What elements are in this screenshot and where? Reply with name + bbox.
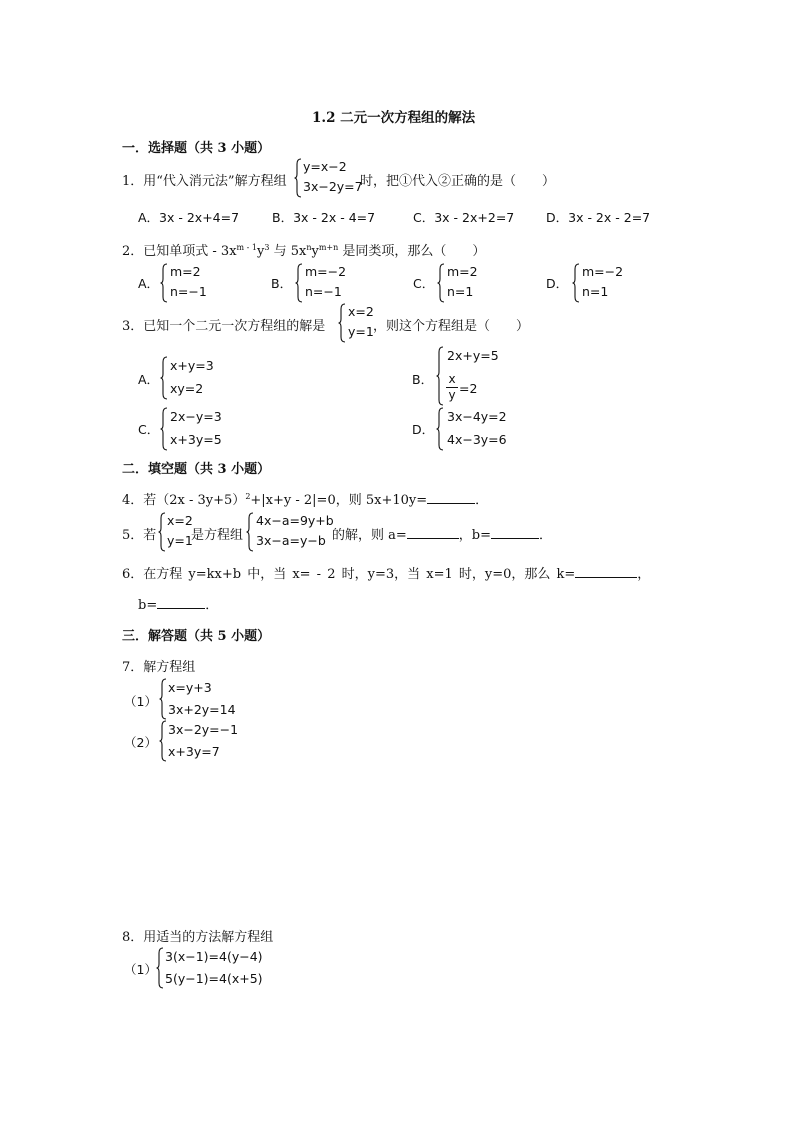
- q3-stem-post: ，则这个方程组是（ ）: [373, 319, 530, 334]
- q2-exponent-1: m - 1: [236, 243, 257, 252]
- brace-icon: [572, 263, 580, 303]
- q3-option-a-system: [160, 356, 240, 400]
- q2-a-eq1: m=2: [170, 264, 201, 279]
- q2-c-eq2: n=1: [447, 284, 474, 299]
- q2-stem: [122, 240, 485, 259]
- q2-b-eq2: n=−1: [305, 284, 342, 299]
- q3-b-frac-num: x: [448, 372, 456, 386]
- q4-stem-end: ．: [475, 493, 489, 508]
- q2-a-eq2: n=−1: [170, 284, 207, 299]
- q7-stem: 7．解方程组: [122, 660, 196, 675]
- q3-option-b-system: [436, 346, 516, 406]
- q2-stem-mid3: y: [311, 244, 319, 259]
- q1-option-c: C．3x - 2x+2=7: [413, 210, 515, 225]
- brace-icon: [294, 158, 302, 198]
- q5-stem-post-text: 的解，则 a=: [332, 528, 407, 543]
- q7-part2-system: [159, 720, 239, 762]
- q2-stem-post: 是同类项，那么（ ）: [338, 244, 486, 259]
- q4-exponent: 2: [245, 492, 251, 501]
- q2-d-eq1: m=−2: [582, 264, 624, 279]
- q3-b-eq1: 2x+y=5: [447, 348, 499, 363]
- q2-option-d-label: D．: [546, 276, 569, 291]
- q3-d-eq1: 3x−4y=2: [447, 409, 507, 424]
- q3-option-c-system: [160, 407, 240, 451]
- q4-stem: [122, 489, 488, 508]
- q2-stem-mid2: 与 5x: [269, 244, 307, 259]
- q5-sys-eq2: 3x−a=y−b: [256, 533, 326, 548]
- q7-2-eq2: x+3y=7: [168, 744, 220, 759]
- q3-option-d-label: D．: [412, 422, 435, 437]
- q3-option-a-label: A．: [138, 372, 160, 387]
- q6-stem-line1: [122, 563, 650, 582]
- q6-stem-comma: ，: [637, 567, 651, 582]
- q5-sys-eq1: 4x−a=9y+b: [256, 513, 334, 528]
- q5-stem-post: [332, 524, 552, 543]
- q3-option-b-label: B．: [412, 372, 434, 387]
- q3-b-frac-den: y: [446, 387, 458, 402]
- brace-icon: [246, 512, 254, 552]
- q8-stem: 8．用适当的方法解方程组: [122, 930, 274, 945]
- q1-sys-eq2: 3x−2y=7: [303, 179, 363, 194]
- q2-c-eq1: m=2: [447, 264, 478, 279]
- q2-stem-mid1: y: [257, 244, 265, 259]
- q5-stem-pre: 5．若: [122, 528, 157, 543]
- brace-icon: [436, 407, 444, 451]
- q4-stem-post: +|x+y - 2|=0，则 5x+10y=: [250, 493, 428, 508]
- q2-option-a-label: A．: [138, 276, 160, 291]
- q8-1-eq1: 3(x−1)=4(y−4): [165, 949, 263, 964]
- q2-option-a-system: [160, 263, 220, 303]
- brace-icon: [338, 303, 346, 343]
- q3-c-eq1: 2x−y=3: [170, 409, 222, 424]
- q7-part1-system: [159, 678, 239, 720]
- q8-part1-system: [156, 947, 286, 989]
- q2-option-d-system: [572, 263, 632, 303]
- q5-stem-b: ，b=: [458, 528, 491, 543]
- q6-stem-text: 6．在方程 y=kx+b 中，当 x= - 2 时，y=3，当 x=1 时，y=0，那么 k=: [122, 567, 576, 582]
- brace-icon: [160, 263, 168, 303]
- q2-option-b-label: B．: [271, 276, 293, 291]
- q6-answer-b-blank[interactable]: [157, 596, 205, 609]
- q3-stem-pre: 3．已知一个二元一次方程组的解是: [122, 319, 326, 334]
- q3-sol-eq2: y=1: [348, 324, 374, 339]
- q5-stem-end: ．: [539, 528, 553, 543]
- brace-icon: [295, 263, 303, 303]
- q7-part2-label: （2）: [124, 735, 157, 750]
- q2-exponent-2: 3: [264, 243, 270, 252]
- q7-1-eq1: x=y+3: [168, 680, 212, 695]
- q2-option-b-system: [295, 263, 355, 303]
- q3-sol-eq1: x=2: [348, 304, 374, 319]
- q7-1-eq2: 3x+2y=14: [168, 702, 236, 717]
- q2-stem-pre: 2．已知单项式 - 3x: [122, 244, 237, 259]
- q2-option-c-label: C．: [413, 276, 435, 291]
- q5-equation-system: [246, 512, 336, 552]
- q2-b-eq1: m=−2: [305, 264, 347, 279]
- brace-icon: [437, 263, 445, 303]
- q1-option-d: D．3x - 2x - 2=7: [546, 210, 651, 225]
- brace-icon: [160, 356, 168, 400]
- q1-stem-pre: 1．用“代入消元法”解方程组: [122, 174, 287, 189]
- q5-sol-eq1: x=2: [167, 513, 193, 528]
- q3-option-c-label: C．: [138, 422, 160, 437]
- q1-option-b: B．3x - 2x - 4=7: [272, 210, 376, 225]
- q5-answer-a-blank[interactable]: [407, 526, 459, 539]
- q3-option-d-system: [436, 407, 526, 451]
- q2-d-eq2: n=1: [582, 284, 609, 299]
- brace-icon: [159, 720, 167, 762]
- q4-answer-blank[interactable]: [427, 491, 475, 504]
- q1-stem-post: 时，把①代入②正确的是（ ）: [360, 174, 556, 189]
- q5-sol-eq2: y=1: [167, 533, 193, 548]
- brace-icon: [156, 947, 164, 989]
- q8-part1-label: （1）: [124, 962, 157, 977]
- q2-exponent-3: n: [306, 243, 312, 252]
- q1-sys-eq1: y=x−2: [303, 159, 347, 174]
- q3-a-eq2: xy=2: [170, 381, 204, 396]
- section-heading-solve: 三．解答题（共 5 小题）: [122, 629, 271, 644]
- q1-option-a: A．3x - 2x+4=7: [138, 210, 240, 225]
- q7-2-eq1: 3x−2y=−1: [168, 722, 239, 737]
- q1-equation-system: [294, 158, 364, 198]
- q6-answer-k-blank[interactable]: [575, 565, 637, 578]
- section-heading-choice: 一．选择题（共 3 小题）: [122, 141, 271, 156]
- q5-answer-b-blank[interactable]: [491, 526, 539, 539]
- page-title: 1.2 二元一次方程组的解法: [312, 110, 476, 126]
- q3-c-eq2: x+3y=5: [170, 432, 222, 447]
- q2-exponent-4: m+n: [318, 243, 339, 252]
- q3-a-eq1: x+y=3: [170, 358, 214, 373]
- brace-icon: [159, 678, 167, 720]
- section-heading-fill: 二．填空题（共 3 小题）: [122, 462, 271, 477]
- q6-stem-b: b=: [138, 598, 158, 613]
- q4-stem-pre: 4．若（2x - 3y+5）: [122, 493, 246, 508]
- q2-option-c-system: [437, 263, 497, 303]
- q3-d-eq2: 4x−3y=6: [447, 432, 507, 447]
- q5-stem-mid: 是方程组: [191, 528, 244, 543]
- q7-part1-label: （1）: [124, 694, 157, 709]
- brace-icon: [158, 512, 166, 552]
- q3-b-eq2-rhs: =2: [459, 381, 478, 396]
- q6-stem-line2: [138, 594, 218, 613]
- q8-1-eq2: 5(y−1)=4(x+5): [165, 971, 263, 986]
- q6-stem-end: ．: [205, 598, 219, 613]
- q3-b-fraction: [446, 372, 458, 402]
- brace-icon: [160, 407, 168, 451]
- brace-icon: [436, 346, 444, 406]
